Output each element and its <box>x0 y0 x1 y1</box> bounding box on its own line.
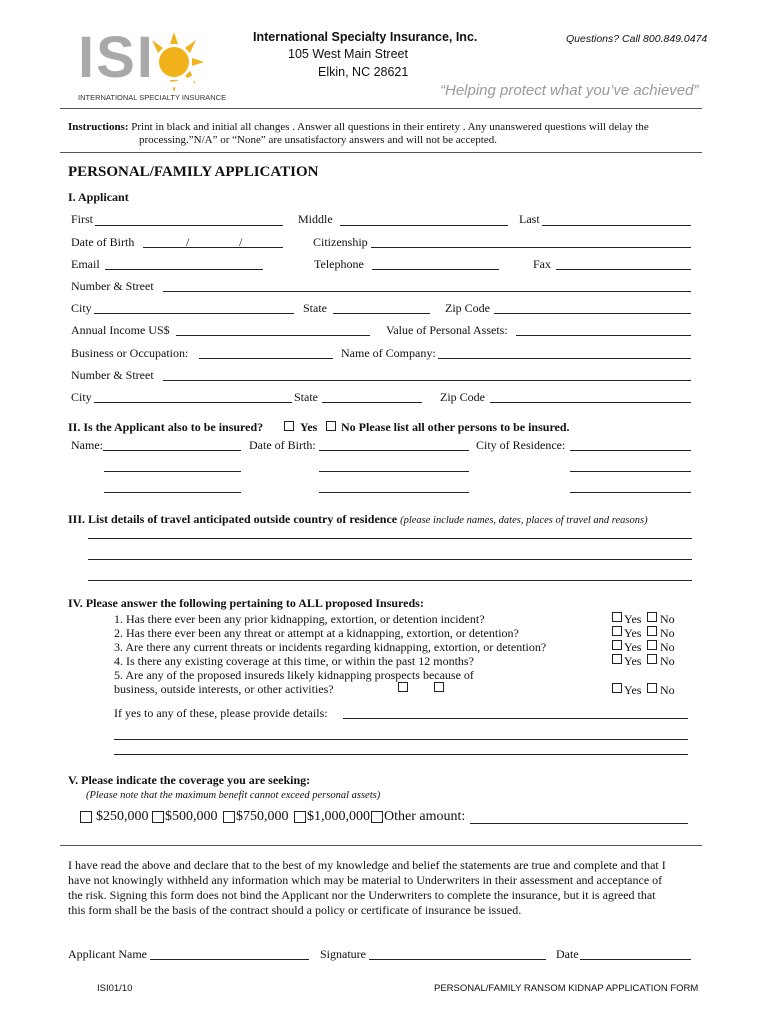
details-field-1[interactable] <box>343 718 688 719</box>
income-label: Annual Income US$ <box>71 323 170 337</box>
question-3: 3. Are there any current threats or incidents regarding kidnapping, extortion, or detention? <box>114 640 547 654</box>
street2-field[interactable] <box>163 380 691 381</box>
declaration-line1: I have read the above and declare that to the best of my knowledge and belief the statements are true and complete and that I <box>68 858 666 872</box>
persons-residence-label: City of Residence: <box>476 438 566 452</box>
q2-yes-checkbox[interactable] <box>612 626 622 636</box>
income-field[interactable] <box>176 335 370 336</box>
q3-no-label: No <box>660 640 675 654</box>
persons-dob-field-2[interactable] <box>319 471 469 472</box>
state2-field[interactable] <box>322 402 422 403</box>
email-field[interactable] <box>105 269 263 270</box>
persons-name-field-3[interactable] <box>104 492 241 493</box>
citizenship-label: Citizenship <box>313 235 368 249</box>
q3-no-checkbox[interactable] <box>647 640 657 650</box>
insured-no-checkbox[interactable] <box>326 421 336 431</box>
last-label: Last <box>519 212 540 226</box>
questions-phone: Questions? Call 800.849.0474 <box>566 33 708 45</box>
q1-yes-label: Yes <box>624 612 642 626</box>
logo-subtext: INTERNATIONAL SPECIALTY INSURANCE <box>78 93 227 102</box>
persons-name-label: Name: <box>71 438 103 452</box>
business-label: Business or Occupation: <box>71 346 189 360</box>
insured-yes-label: Yes <box>300 420 318 434</box>
coverage-1m-label: $1,000,000 <box>307 809 370 824</box>
section3-note: (please include names, dates, places of travel and reasons) <box>400 515 648 526</box>
question-5a: 5. Are any of the proposed insureds likely kidnapping prospects because of <box>114 668 474 682</box>
coverage-750k-checkbox[interactable] <box>223 811 235 823</box>
instructions <box>68 120 649 134</box>
assets-field[interactable] <box>516 335 691 336</box>
form-title: PERSONAL/FAMILY APPLICATION <box>68 164 319 180</box>
q4-yes-checkbox[interactable] <box>612 654 622 664</box>
insured-yes-checkbox[interactable] <box>284 421 294 431</box>
address-line2: Elkin, NC 28621 <box>318 65 409 79</box>
travel-details-line-2[interactable] <box>88 559 692 560</box>
city2-field[interactable] <box>94 402 292 403</box>
middle-name-field[interactable] <box>340 225 508 226</box>
footer-form-name: PERSONAL/FAMILY RANSOM KIDNAP APPLICATION FORM <box>434 983 699 994</box>
state2-label: State <box>294 390 318 404</box>
persons-dob-field-3[interactable] <box>319 492 469 493</box>
travel-details-line-1[interactable] <box>88 538 692 539</box>
q4-no-label: No <box>660 654 675 668</box>
q5-yes-label: Yes <box>624 683 642 697</box>
instructions-line2: processing.”N/A” or “None” are unsatisfactory answers and will not be accepted. <box>139 134 497 146</box>
details-label: If yes to any of these, please provide details: <box>114 706 328 720</box>
dob-field[interactable] <box>143 247 283 248</box>
question-1: 1. Has there ever been any prior kidnapping, extortion, or detention incident? <box>114 612 485 626</box>
persons-dob-field-1[interactable] <box>319 450 469 451</box>
coverage-other-field[interactable] <box>470 823 688 824</box>
question-4: 4. Is there any existing coverage at this time, or within the past 12 months? <box>114 654 474 668</box>
persons-residence-field-1[interactable] <box>570 450 691 451</box>
q4-yes-label: Yes <box>624 654 642 668</box>
q2-no-label: No <box>660 626 675 640</box>
telephone-field[interactable] <box>372 269 499 270</box>
company-field[interactable] <box>438 358 691 359</box>
signature-label: Signature <box>320 947 366 961</box>
applicant-name-label: Applicant Name <box>68 947 147 961</box>
city2-label: City <box>71 390 92 404</box>
declaration-rule <box>60 845 702 846</box>
details-field-3[interactable] <box>114 754 688 755</box>
coverage-750k-label: $750,000 <box>236 809 289 824</box>
street-field[interactable] <box>163 291 691 292</box>
signature-field[interactable] <box>369 959 546 960</box>
declaration <box>68 858 666 918</box>
stray-checkbox-1[interactable] <box>398 682 408 692</box>
section2-heading: II. Is the Applicant also to be insured? <box>68 420 264 434</box>
company-logo <box>66 24 227 104</box>
coverage-500k-label: $500,000 <box>165 809 218 824</box>
address-line1: 105 West Main Street <box>288 47 408 61</box>
coverage-250k-checkbox[interactable] <box>80 811 92 823</box>
stray-checkbox-2[interactable] <box>434 682 444 692</box>
applicant-name-field[interactable] <box>150 959 309 960</box>
persons-residence-field-3[interactable] <box>570 492 691 493</box>
question-2: 2. Has there ever been any threat or attempt at a kidnapping, extortion, or detention? <box>114 626 519 640</box>
declaration-line4: this form shall be the basis of the contract should a policy or certificate of insurance be issued. <box>68 903 522 917</box>
middle-label: Middle <box>298 212 333 226</box>
state-field[interactable] <box>333 313 430 314</box>
email-label: Email <box>71 257 100 271</box>
zip-label: Zip Code <box>445 301 490 315</box>
zip2-field[interactable] <box>490 402 691 403</box>
footer-code: ISI01/10 <box>97 983 133 994</box>
last-name-field[interactable] <box>542 225 691 226</box>
q2-yes-label: Yes <box>624 626 642 640</box>
section3-heading <box>68 512 648 527</box>
section5-note: (Please note that the maximum benefit cannot exceed personal assets) <box>86 790 381 801</box>
q5-yes-checkbox[interactable] <box>612 683 622 693</box>
header-rule <box>60 108 702 109</box>
q5-no-label: No <box>660 683 675 697</box>
q3-yes-checkbox[interactable] <box>612 640 622 650</box>
citizenship-field[interactable] <box>371 247 691 248</box>
persons-name-field-2[interactable] <box>104 471 241 472</box>
zip-field[interactable] <box>494 313 691 314</box>
instructions-rule <box>60 152 702 153</box>
dob-slash-1: / <box>186 235 190 249</box>
city-field[interactable] <box>94 313 294 314</box>
company-label: Name of Company: <box>341 346 436 360</box>
telephone-label: Telephone <box>314 257 364 271</box>
fax-label: Fax <box>533 257 551 271</box>
section3-title: III. List details of travel anticipated outside country of residence <box>68 512 398 526</box>
street-label: Number & Street <box>71 279 154 293</box>
q2-no-checkbox[interactable] <box>647 626 657 636</box>
dob-label: Date of Birth <box>71 235 135 249</box>
city-label: City <box>71 301 92 315</box>
date-label: Date <box>556 947 579 961</box>
persons-dob-label: Date of Birth: <box>249 438 316 452</box>
insured-no-label: No Please list all other persons to be insured. <box>341 420 570 434</box>
q5-no-checkbox[interactable] <box>647 683 657 693</box>
instructions-line1: Print in black and initial all changes . Answer all questions in their entirety . Any unanswered questions will delay the <box>131 121 649 133</box>
first-label: First <box>71 212 94 226</box>
dob-slash-2: / <box>239 235 243 249</box>
persons-name-field-1[interactable] <box>103 450 241 451</box>
coverage-500k-checkbox[interactable] <box>152 811 164 823</box>
section5-heading: V. Please indicate the coverage you are seeking: <box>68 773 311 787</box>
coverage-other-label: Other amount: <box>384 809 466 824</box>
instructions-label: Instructions: <box>68 121 129 133</box>
fax-field[interactable] <box>556 269 691 270</box>
zip2-label: Zip Code <box>440 390 485 404</box>
q4-no-checkbox[interactable] <box>647 654 657 664</box>
section1-heading: I. Applicant <box>68 190 129 204</box>
coverage-1m-checkbox[interactable] <box>294 811 306 823</box>
q1-no-checkbox[interactable] <box>647 612 657 622</box>
street2-label: Number & Street <box>71 368 154 382</box>
logo-text: ISI <box>78 25 155 90</box>
persons-residence-field-2[interactable] <box>570 471 691 472</box>
details-field-2[interactable] <box>114 739 688 740</box>
assets-label: Value of Personal Assets: <box>386 323 508 337</box>
q1-no-label: No <box>660 612 675 626</box>
business-field[interactable] <box>199 358 333 359</box>
declaration-line2: have not knowingly withheld any information which may be material to Underwriters in their assessment and acceptance of <box>68 873 663 887</box>
company-name: International Specialty Insurance, Inc. <box>253 30 478 44</box>
tagline: “Helping protect what you’ve achieved” <box>440 82 699 99</box>
date-field[interactable] <box>580 959 691 960</box>
state-label: State <box>303 301 327 315</box>
first-name-field[interactable] <box>95 225 283 226</box>
section4-heading: IV. Please answer the following pertaining to ALL proposed Insureds: <box>68 596 424 610</box>
coverage-250k-label: $250,000 <box>96 809 149 824</box>
q3-yes-label: Yes <box>624 640 642 654</box>
question-5b: business, outside interests, or other activities? <box>114 682 334 696</box>
travel-details-line-3[interactable] <box>88 580 692 581</box>
coverage-other-checkbox[interactable] <box>371 811 383 823</box>
declaration-line3: the risk. Signing this form does not bind the Applicant nor the Underwriters to complete the insurance, but it is agreed that <box>68 888 656 902</box>
q1-yes-checkbox[interactable] <box>612 612 622 622</box>
